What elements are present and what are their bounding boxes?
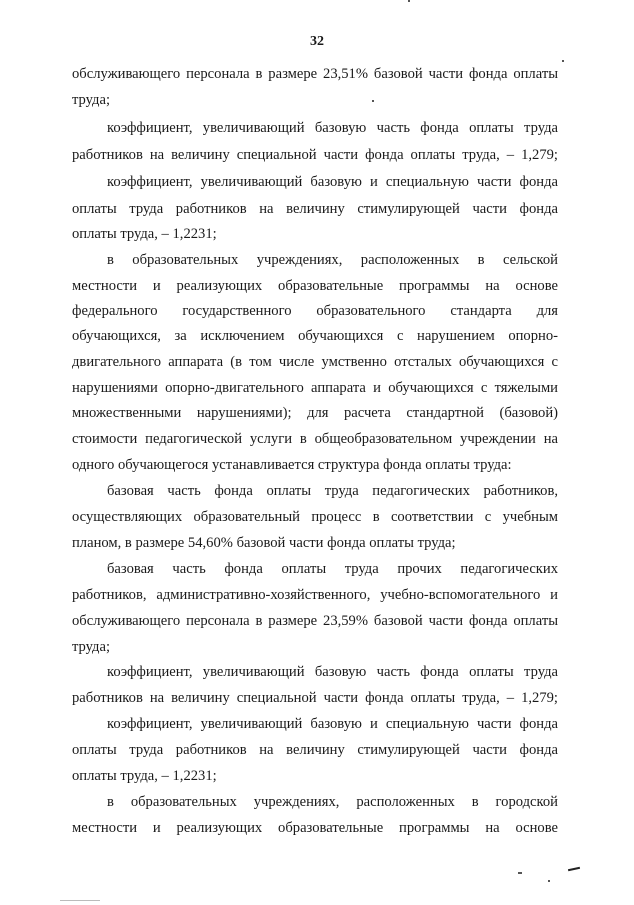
text-line: коэффициент, увеличивающий базовую и специальную части фонда	[107, 174, 558, 190]
text-line: планом, в размере 54,60% базовой части фонда оплаты труда;	[72, 535, 456, 551]
text-line: оплаты труда работников на величину стимулирующей части фонда	[72, 201, 558, 217]
text-line: обслуживающего персонала в размере 23,59% базовой части фонда оплаты	[72, 613, 558, 629]
text-line: местности и реализующих образовательные программы на основе	[72, 278, 558, 294]
scan-speck	[568, 867, 580, 871]
text-line: осуществляющих образовательный процесс в соответствии с учебным	[72, 509, 558, 525]
text-line: в образовательных учреждениях, расположенных в сельской	[107, 252, 558, 268]
text-line: работников на величину специальной части фонда оплаты труда, – 1,279;	[72, 147, 558, 163]
page-number: 32	[310, 34, 324, 49]
text-line: труда;	[72, 92, 110, 108]
text-line: работников на величину специальной части фонда оплаты труда, – 1,279;	[72, 690, 558, 706]
scan-speck	[548, 880, 550, 882]
text-line: обучающихся, за исключением обучающихся с нарушением опорно-	[72, 328, 558, 344]
text-line: в образовательных учреждениях, расположенных в городской	[107, 794, 558, 810]
text-line: стоимости педагогической услуги в общеобразовательном учреждении на	[72, 431, 558, 447]
text-line: базовая часть фонда оплаты труда прочих педагогических	[107, 561, 558, 577]
text-line: коэффициент, увеличивающий базовую часть фонда оплаты труда	[107, 120, 558, 136]
text-line: нарушениями опорно-двигательного аппарата и обучающихся с тяжелыми	[72, 380, 558, 396]
scan-speck	[562, 60, 564, 62]
text-line: обслуживающего персонала в размере 23,51% базовой части фонда оплаты	[72, 66, 558, 82]
text-line: оплаты труда, – 1,2231;	[72, 768, 217, 784]
text-line: федерального государственного образовательного стандарта для	[72, 303, 558, 319]
text-line: коэффициент, увеличивающий базовую часть фонда оплаты труда	[107, 664, 558, 680]
scan-speck	[408, 0, 410, 2]
text-line: труда;	[72, 639, 110, 655]
text-line: одного обучающегося устанавливается структура фонда оплаты труда:	[72, 457, 512, 473]
text-line: базовая часть фонда оплаты труда педагогических работников,	[107, 483, 558, 499]
text-line: двигательного аппарата (в том числе умственно отсталых обучающихся с	[72, 354, 558, 370]
text-line: местности и реализующих образовательные программы на основе	[72, 820, 558, 836]
text-line: коэффициент, увеличивающий базовую и специальную части фонда	[107, 716, 558, 732]
text-line: оплаты труда работников на величину стимулирующей части фонда	[72, 742, 558, 758]
scan-speck	[372, 100, 374, 102]
text-line: оплаты труда, – 1,2231;	[72, 226, 217, 242]
scan-speck	[518, 872, 522, 874]
scan-speck	[60, 900, 100, 901]
text-line: множественными нарушениями); для расчета стандартной (базовой)	[72, 405, 558, 421]
text-line: работников, административно-хозяйственного, учебно-вспомогательного и	[72, 587, 558, 603]
